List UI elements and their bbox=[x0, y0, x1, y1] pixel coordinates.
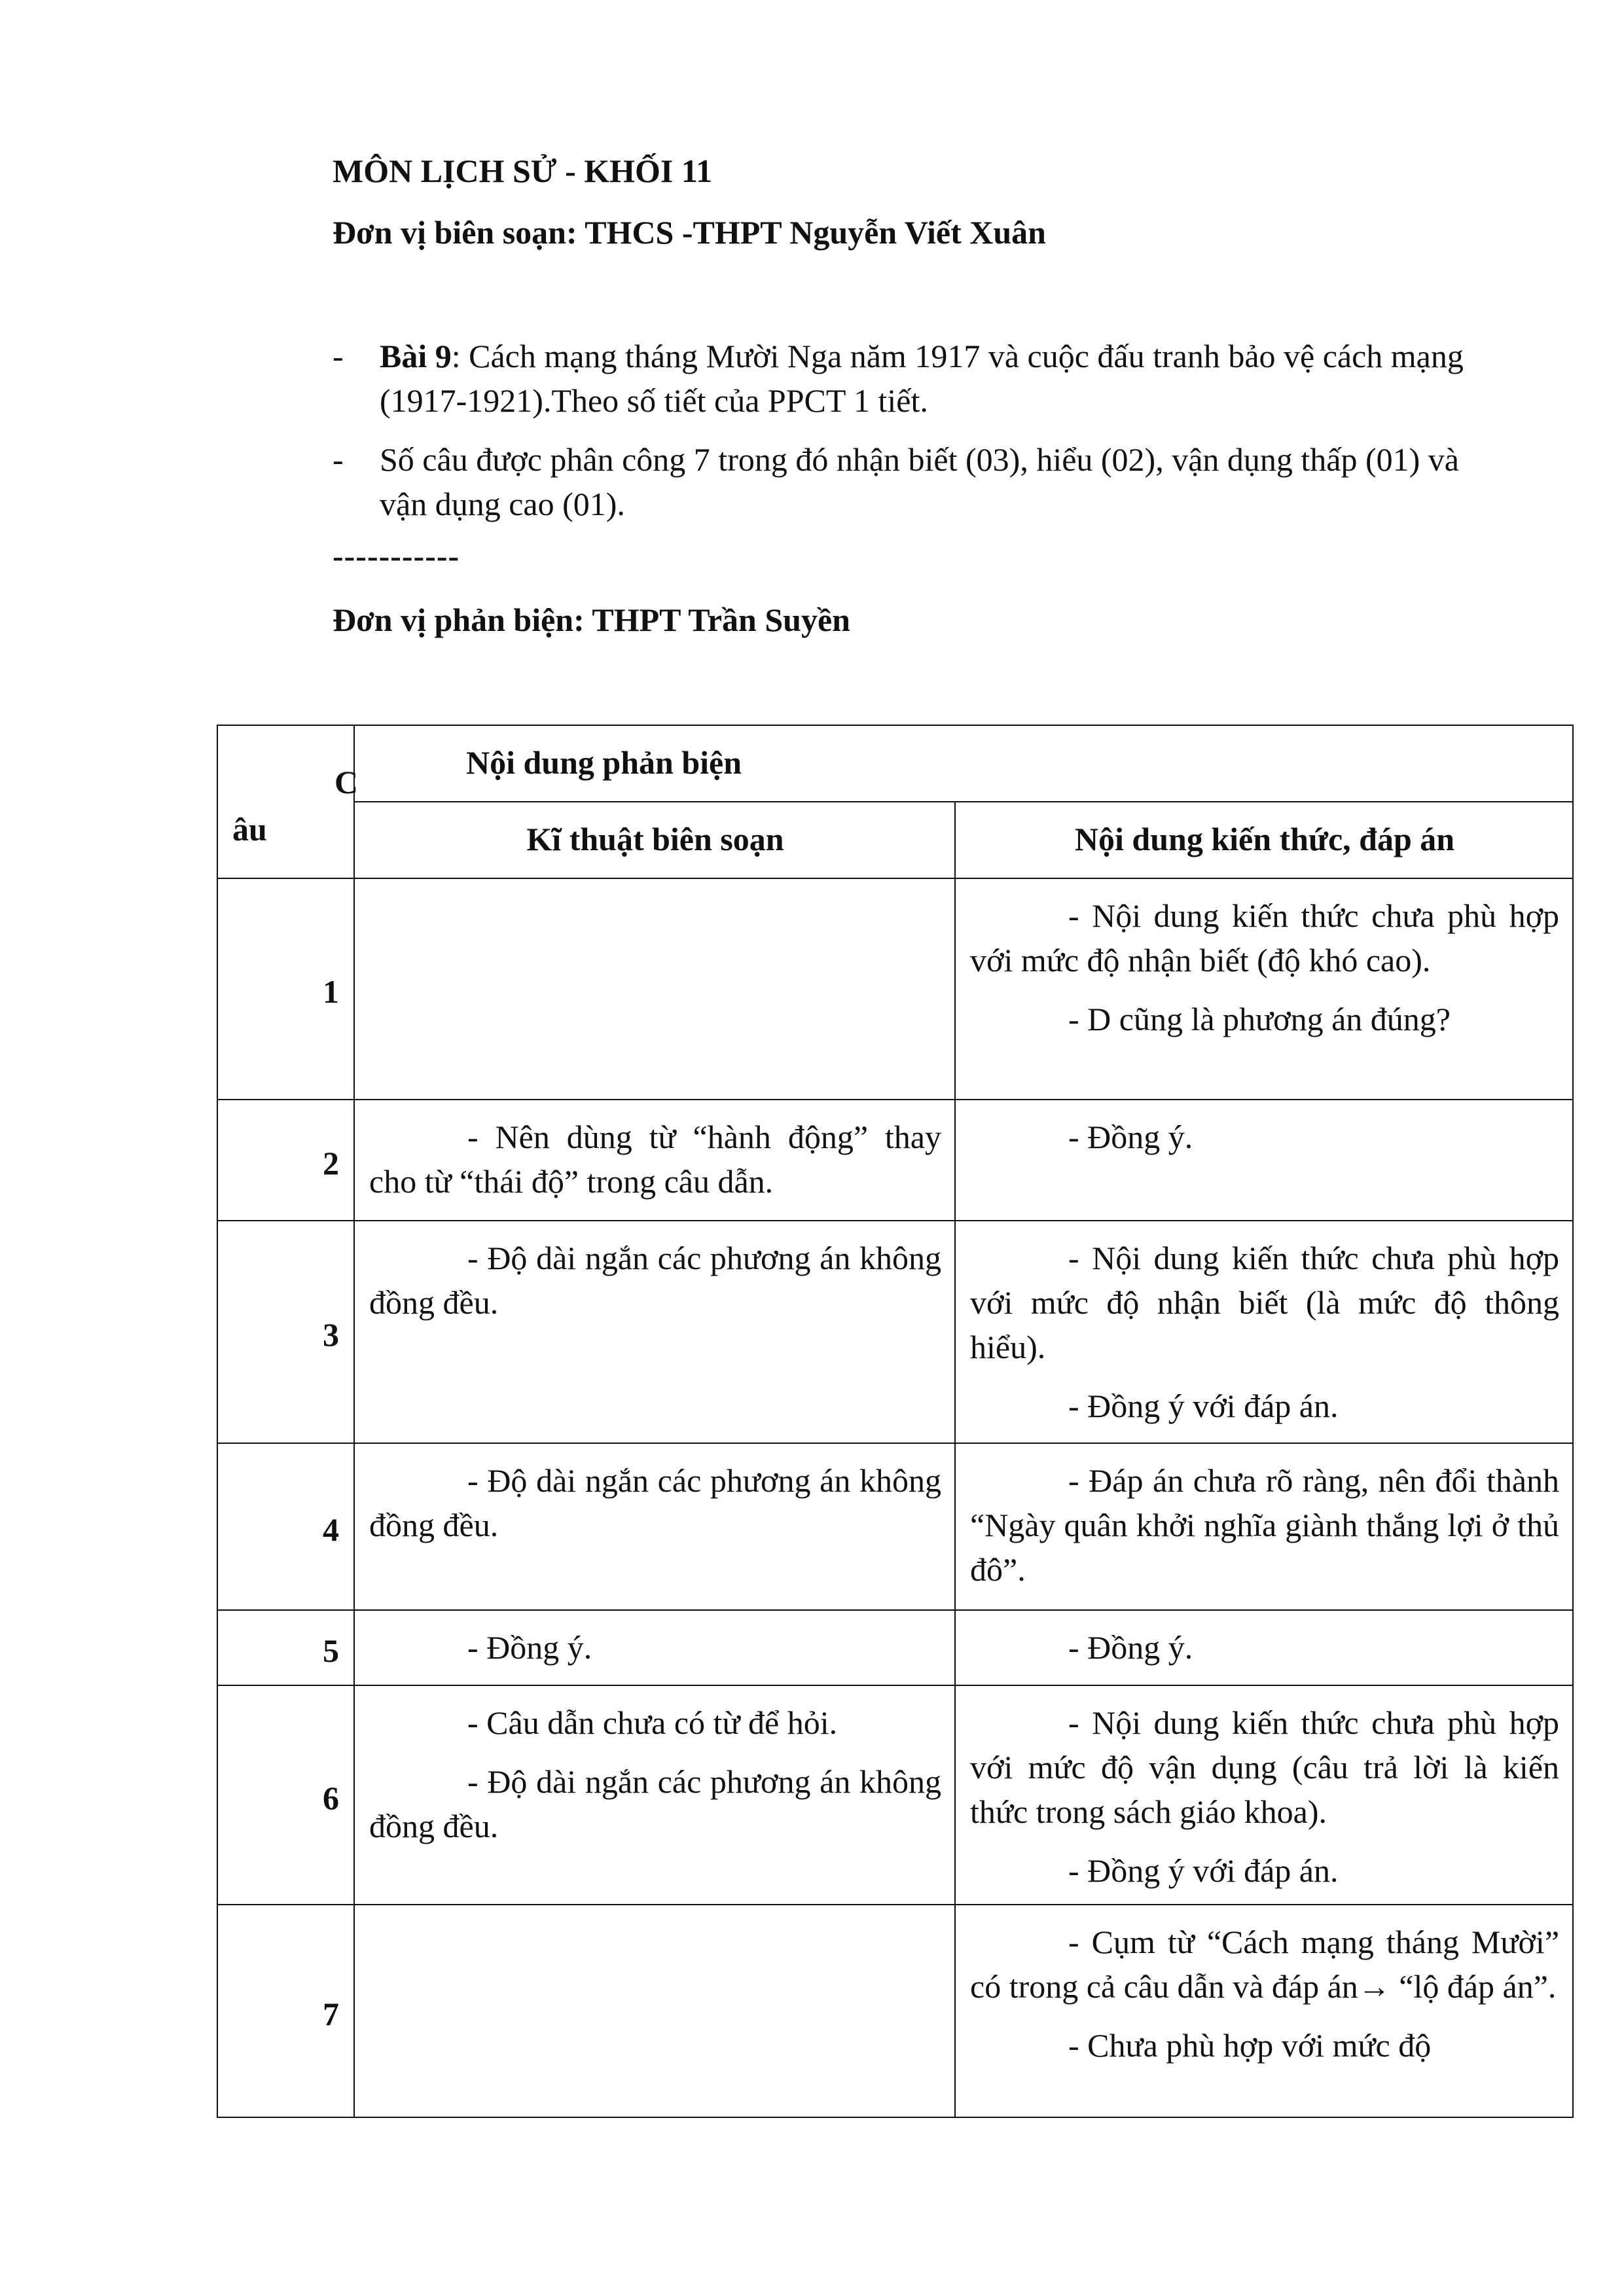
content-cell bbox=[955, 1610, 1573, 1685]
author-unit: Đơn vị biên soạn: THCS -THPT Nguyễn Viết Xuân bbox=[333, 214, 1046, 251]
intro-item-lesson bbox=[333, 334, 1471, 423]
question-number: 3 bbox=[217, 1221, 354, 1443]
intro-list bbox=[333, 334, 1471, 541]
review-table bbox=[217, 725, 1574, 2118]
technique-cell bbox=[354, 1610, 955, 1685]
technique-cell bbox=[354, 1100, 955, 1221]
content-note: - Cụm từ “Cách mạng tháng Mười” có trong cả câu dẫn và đáp án→ “lộ đáp án”. bbox=[970, 1924, 1560, 2005]
table-row bbox=[217, 1685, 1573, 1905]
technique-cell bbox=[354, 1221, 955, 1443]
question-number: 7 bbox=[217, 1905, 354, 2117]
technique-cell bbox=[354, 1905, 955, 2117]
technique-cell bbox=[354, 878, 955, 1100]
page-title: MÔN LỊCH SỬ - KHỐI 11 bbox=[333, 152, 713, 189]
technique-note: - Đồng ý. bbox=[467, 1629, 592, 1666]
content-cell bbox=[955, 1221, 1573, 1443]
table-row bbox=[217, 1100, 1573, 1221]
table-row bbox=[217, 1905, 1573, 2117]
content-cell bbox=[955, 1685, 1573, 1905]
table-header-row bbox=[217, 725, 1573, 802]
separator: ----------- bbox=[333, 537, 460, 574]
table-row bbox=[217, 1443, 1573, 1610]
content-cell bbox=[955, 1905, 1573, 2117]
table-row bbox=[217, 1610, 1573, 1685]
lesson-label: Bài 9 bbox=[380, 338, 452, 374]
content-note: - Nội dung kiến thức chưa phù hợp với mức độ nhận biết (là mức độ thông hiểu). bbox=[970, 1240, 1560, 1365]
technique-column-header: Kĩ thuật biên soạn bbox=[354, 802, 955, 878]
technique-note: - Câu dẫn chưa có từ để hỏi. bbox=[467, 1704, 838, 1741]
content-note: - Đáp án chưa rõ ràng, nên đổi thành “Ngày quân khởi nghĩa giành thắng lợi ở thủ đô”. bbox=[970, 1462, 1560, 1588]
question-number: 6 bbox=[217, 1685, 354, 1905]
question-number: 2 bbox=[217, 1100, 354, 1221]
question-number: 1 bbox=[217, 878, 354, 1100]
technique-note: - Độ dài ngắn các phương án không đồng đều. bbox=[369, 1763, 941, 1844]
review-content-header: Nội dung phản biện bbox=[354, 725, 1573, 802]
question-header-top: C bbox=[334, 764, 359, 800]
question-number: 5 bbox=[217, 1610, 354, 1685]
lesson-text: : Cách mạng tháng Mười Nga năm 1917 và cuộc đấu tranh bảo vệ cách mạng (1917-1921).Theo số tiết của PPCT 1 tiết. bbox=[380, 338, 1464, 419]
content-cell bbox=[955, 1443, 1573, 1610]
content-note: - Chưa phù hợp với mức độ bbox=[1068, 2027, 1432, 2064]
question-header-bottom: âu bbox=[232, 811, 267, 848]
table-row bbox=[217, 1221, 1573, 1443]
content-note: - Nội dung kiến thức chưa phù hợp với mức độ vận dụng (câu trả lời là kiến thức trong sách giáo khoa). bbox=[970, 1704, 1560, 1830]
question-number-header bbox=[217, 725, 359, 878]
technique-cell bbox=[354, 1685, 955, 1905]
content-cell bbox=[955, 878, 1573, 1100]
intro-item-questions: - Số câu được phân công 7 trong đó nhận biết (03), hiểu (02), vận dụng thấp (01) và vận dụng cao (01). bbox=[333, 437, 1471, 526]
content-note: - Đồng ý. bbox=[1068, 1629, 1193, 1666]
table-row bbox=[217, 878, 1573, 1100]
technique-note: - Nên dùng từ “hành động” thay cho từ “thái độ” trong câu dẫn. bbox=[369, 1119, 941, 1200]
question-number: 4 bbox=[217, 1443, 354, 1610]
content-note: - D cũng là phương án đúng? bbox=[1068, 1001, 1451, 1037]
reviewer-unit: Đơn vị phản biện: THPT Trần Suyền bbox=[333, 601, 850, 638]
content-note: - Đồng ý với đáp án. bbox=[1068, 1388, 1339, 1424]
technique-note: - Độ dài ngắn các phương án không đồng đều. bbox=[369, 1462, 941, 1543]
content-note: - Đồng ý. bbox=[1068, 1119, 1193, 1155]
content-column-header: Nội dung kiến thức, đáp án bbox=[955, 802, 1573, 878]
technique-cell bbox=[354, 1443, 955, 1610]
content-note: - Nội dung kiến thức chưa phù hợp với mức độ nhận biết (độ khó cao). bbox=[970, 897, 1560, 978]
table-subheader-row bbox=[217, 802, 1573, 878]
technique-note: - Độ dài ngắn các phương án không đồng đều. bbox=[369, 1240, 941, 1321]
content-note: - Đồng ý với đáp án. bbox=[1068, 1852, 1339, 1889]
content-cell bbox=[955, 1100, 1573, 1221]
